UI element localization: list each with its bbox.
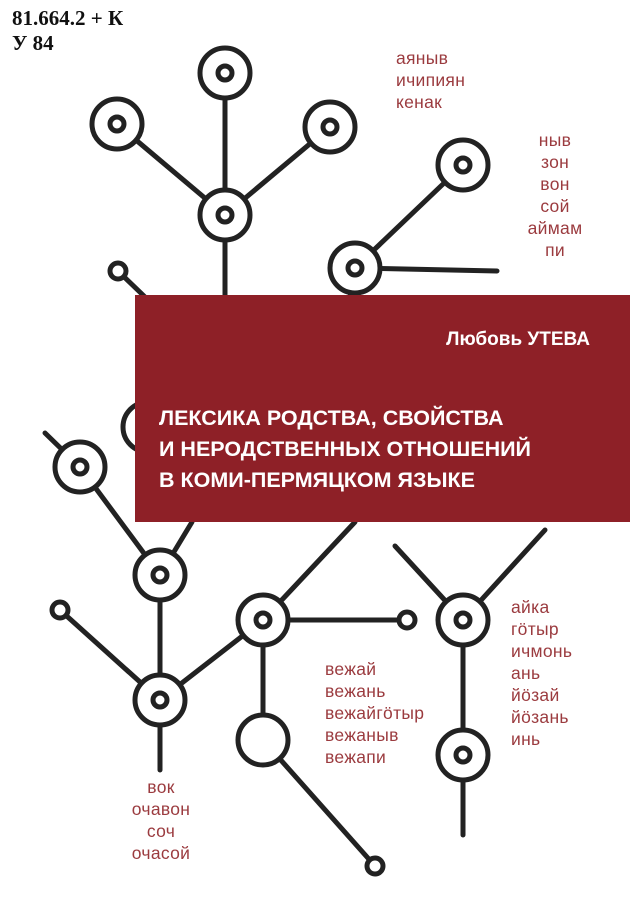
kinship-word: вежаныв bbox=[325, 725, 399, 745]
kinship-word: инь bbox=[511, 729, 541, 749]
word-group-top-right-a bbox=[396, 47, 465, 113]
kinship-word: айка bbox=[511, 597, 550, 617]
kinship-word: йӧзай bbox=[511, 685, 560, 705]
kinship-word: ныв bbox=[538, 130, 572, 150]
stamp-classification: 81.664.2 + К bbox=[12, 6, 124, 30]
kinship-word: аймам bbox=[527, 218, 583, 238]
kinship-word: ань bbox=[511, 663, 541, 683]
kinship-word: ичипиян bbox=[396, 70, 466, 90]
kinship-word: соч bbox=[146, 821, 176, 841]
word-group-bottom-left bbox=[105, 776, 217, 864]
book-title-line: В КОМИ-ПЕРМЯЦКОМ ЯЗЫКЕ bbox=[159, 468, 475, 492]
kinship-word: очавон bbox=[131, 799, 191, 819]
author-name: Любовь УТЕВА bbox=[446, 329, 590, 350]
kinship-word: ичмонь bbox=[511, 641, 573, 661]
stamp-author-mark: У 84 bbox=[12, 31, 54, 55]
kinship-word: вежапи bbox=[325, 747, 387, 767]
word-group-bottom-right bbox=[511, 596, 572, 750]
kinship-word: вежайгӧтыр bbox=[325, 703, 425, 723]
kinship-word: йӧзань bbox=[511, 707, 569, 727]
kinship-word: гӧтыр bbox=[511, 619, 559, 639]
kinship-word: сой bbox=[540, 196, 570, 216]
kinship-word: вок bbox=[147, 777, 175, 797]
kinship-word: кенак bbox=[396, 92, 443, 112]
book-title-line: И НЕРОДСТВЕННЫХ ОТНОШЕНИЙ bbox=[159, 437, 531, 461]
kinship-word: вон bbox=[540, 174, 570, 194]
kinship-word: аяныв bbox=[396, 48, 449, 68]
book-title-line: ЛЕКСИКА РОДСТВА, СВОЙСТВА bbox=[159, 406, 504, 430]
word-group-top-right-b bbox=[505, 129, 605, 261]
kinship-word: зон bbox=[540, 152, 570, 172]
kinship-word: вежай bbox=[325, 659, 377, 679]
book-title bbox=[159, 403, 619, 496]
word-group-middle-right bbox=[325, 658, 424, 768]
kinship-word: вежань bbox=[325, 681, 386, 701]
kinship-word: очасой bbox=[131, 843, 191, 863]
library-stamp bbox=[12, 6, 123, 56]
kinship-word: пи bbox=[545, 240, 565, 260]
title-banner bbox=[135, 295, 630, 522]
